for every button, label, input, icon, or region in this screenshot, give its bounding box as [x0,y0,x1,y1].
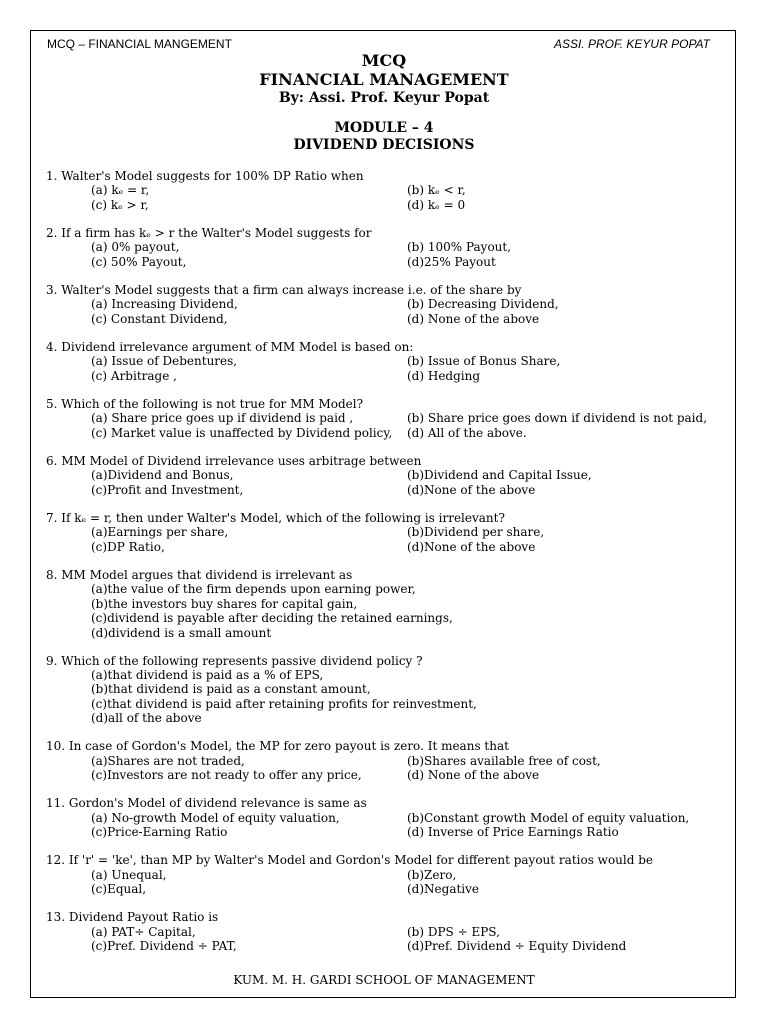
option-b: (b) kₑ < r, [407,183,466,198]
option-a: (a)Earnings per share, [91,525,229,540]
question-2 [46,226,736,283]
options [91,668,736,726]
question-1 [46,169,736,226]
options [91,183,736,212]
option-a: (a)that dividend is paid as a % of EPS, [91,668,324,682]
option-a: (a) No-growth Model of equity valuation, [91,810,340,825]
option-a: (a) Issue of Debentures, [91,354,238,369]
title-subject: FINANCIAL MANAGEMENT [259,70,509,89]
question-3 [46,283,736,340]
options [91,240,736,269]
option-a: (a) Increasing Dividend, [91,297,238,312]
options [91,354,736,383]
option-b: (b)Dividend and Capital Issue, [407,468,592,483]
option-d: (d)Pref. Dividend ÷ Equity Dividend [407,938,627,953]
question-10 [46,739,736,796]
options [91,411,736,440]
title-mcq: MCQ [361,51,407,70]
option-a: (a) Unequal, [91,867,167,882]
question-text: 1. Walter's Model suggests for 100% DP Ratio when [46,169,364,183]
option-c: (c)Profit and Investment, [91,482,244,497]
option-c: (c) Constant Dividend, [91,311,228,326]
question-7 [46,511,736,568]
options [91,754,736,783]
option-c: (c)that dividend is paid after retaining profits for reinvestment, [91,696,477,711]
option-d: (d)25% Payout [407,254,496,269]
question-text: 10. In case of Gordon's Model, the MP for zero payout is zero. It means that [46,739,509,754]
options [91,297,736,326]
question-12 [46,853,736,910]
question-list [46,169,736,967]
option-b: (b) Issue of Bonus Share, [407,354,561,369]
title-author: By: Assi. Prof. Keyur Popat [278,90,490,106]
question-8 [46,568,736,654]
module-number: MODULE – 4 [334,120,434,136]
question-text: 3. Walter's Model suggests that a firm can always increase i.e. of the share by [46,283,522,297]
option-c: (c)Equal, [91,881,147,896]
question-text: 6. MM Model of Dividend irrelevance uses arbitrage between [46,454,422,468]
running-header-left: MCQ – FINANCIAL MANGEMENT [47,37,232,51]
option-d: (d) None of the above [407,767,540,782]
options [91,582,736,640]
question-5 [46,397,736,454]
option-b: (b) 100% Payout, [407,240,512,255]
question-4 [46,340,736,397]
module-topic: DIVIDEND DECISIONS [293,137,475,153]
option-c: (c) 50% Payout, [91,254,187,269]
option-d: (d)all of the above [91,711,202,726]
option-a: (a)the value of the firm depends upon earning power, [91,582,416,597]
option-a: (a) kₑ = r, [91,183,150,198]
option-d: (d) All of the above. [407,425,527,440]
question-11 [46,796,736,853]
options [91,811,736,840]
option-b: (b)Zero, [407,867,457,882]
option-a: (a) 0% payout, [91,240,180,255]
option-a: (a) Share price goes up if dividend is paid , [91,411,354,426]
question-text: 9. Which of the following represents passive dividend policy ? [46,653,423,668]
option-c: (c)DP Ratio, [91,539,165,554]
options [91,525,736,554]
option-a: (a)Dividend and Bonus, [91,468,234,483]
question-text: 11. Gordon's Model of dividend relevance is same as [46,796,367,811]
option-c: (c) Market value is unaffected by Dividend policy, [91,425,393,440]
question-text: 2. If a firm has kₑ > r the Walter's Model suggests for [46,226,372,240]
question-text: 4. Dividend irrelevance argument of MM Model is based on: [46,340,414,354]
question-13 [46,910,736,967]
option-d: (d)None of the above [407,539,536,554]
option-b: (b)the investors buy shares for capital gain, [91,596,358,611]
running-header-right: ASSI. PROF. KEYUR POPAT [553,37,710,51]
question-9 [46,654,736,740]
options [91,868,736,897]
option-c: (c)Pref. Dividend ÷ PAT, [91,938,237,953]
options [91,468,736,497]
option-b: (b)that dividend is paid as a constant amount, [91,682,371,697]
option-b: (b)Dividend per share, [407,525,545,540]
option-b: (b) DPS ÷ EPS, [407,924,500,939]
option-d: (d)dividend is a small amount [91,625,272,640]
option-c: (c) Arbitrage , [91,368,177,383]
question-text: 5. Which of the following is not true for MM Model? [46,397,364,411]
option-b: (b)Shares available free of cost, [407,753,601,768]
question-6 [46,454,736,511]
footer-institution: KUM. M. H. GARDI SCHOOL OF MANAGEMENT [233,973,535,987]
question-text: 12. If 'r' = 'ke', than MP by Walter's Model and Gordon's Model for different payout ratios would be [46,853,654,868]
option-d: (d) Inverse of Price Earnings Ratio [407,824,619,839]
option-b: (b) Decreasing Dividend, [407,297,559,312]
option-c: (c)Investors are not ready to offer any price, [91,767,362,782]
question-text: 13. Dividend Payout Ratio is [46,910,219,925]
option-d: (d) Hedging [407,368,481,383]
option-b: (b) Share price goes down if dividend is not paid, [407,411,708,426]
question-text: 7. If kₑ = r, then under Walter's Model, which of the following is irrelevant? [46,511,505,525]
option-d: (d)None of the above [407,482,536,497]
option-a: (a) PAT÷ Capital, [91,924,196,939]
option-a: (a)Shares are not traded, [91,753,245,768]
question-text: 8. MM Model argues that dividend is irrelevant as [46,568,353,582]
options [91,925,736,954]
option-c: (c)dividend is payable after deciding the retained earnings, [91,611,453,626]
option-b: (b)Constant growth Model of equity valuation, [407,810,690,825]
option-d: (d) None of the above [407,311,540,326]
option-c: (c)Price-Earning Ratio [91,824,228,839]
option-d: (d)Negative [407,881,480,896]
option-c: (c) kₑ > r, [91,197,149,212]
option-d: (d) kₑ = 0 [407,197,466,212]
